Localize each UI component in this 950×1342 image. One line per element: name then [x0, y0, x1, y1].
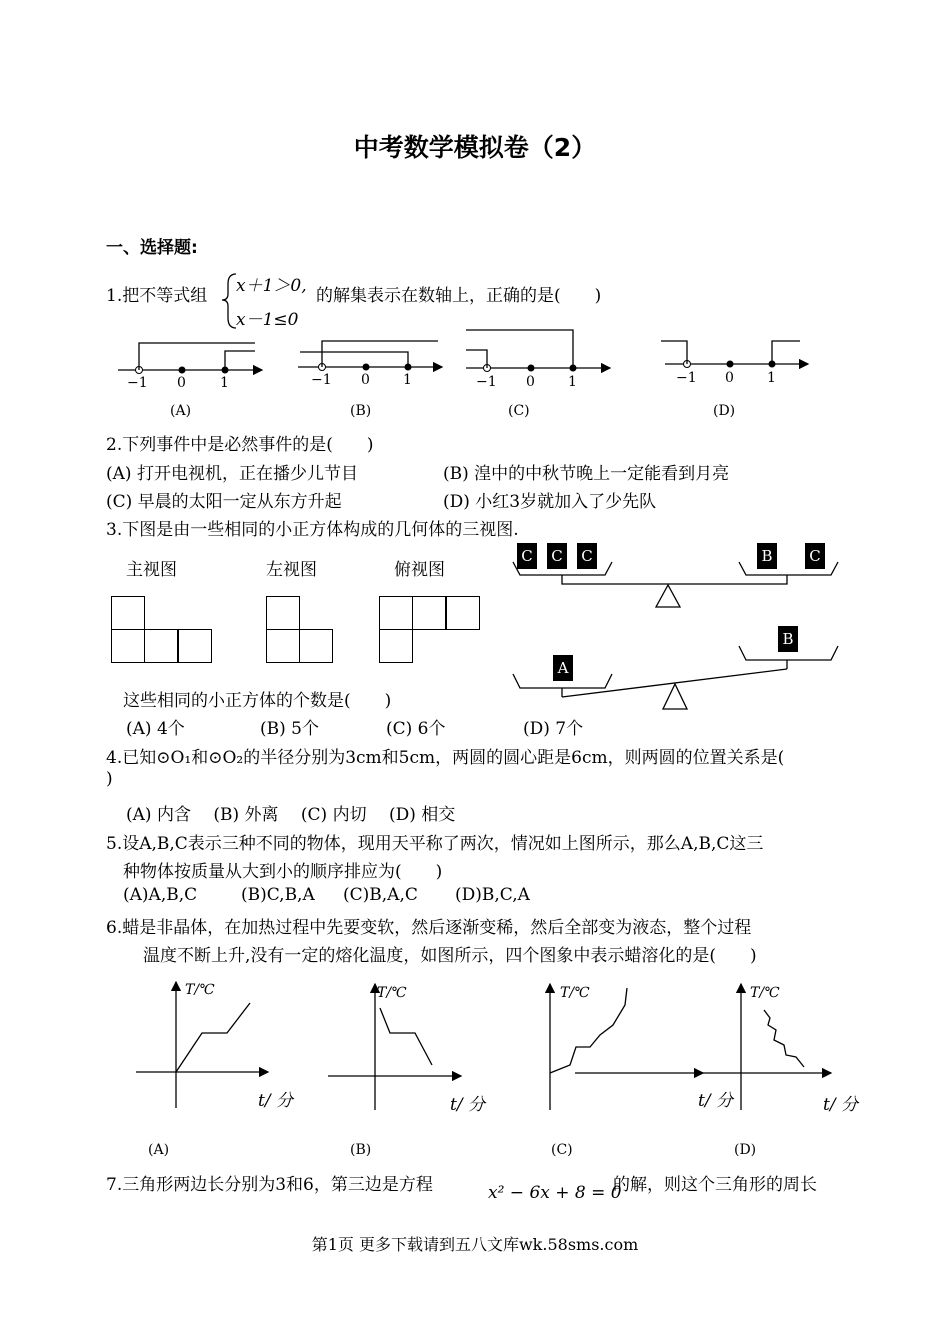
tick-label: 1: [220, 375, 229, 391]
graph-b-xlabel: t/ 分: [450, 1095, 485, 1115]
section-heading: 一、选择题:: [106, 238, 198, 258]
q1-inequality-1: x＋1＞0,: [236, 276, 307, 296]
tick-label: 0: [526, 374, 535, 390]
graph-a-ylabel: T/℃: [185, 982, 215, 998]
q3-option-a: (A) 4个: [126, 719, 185, 739]
weight-c: C: [805, 543, 825, 569]
q5-option-d: (D)B,C,A: [455, 885, 530, 905]
graph-d-xlabel: t/ 分: [823, 1095, 858, 1115]
graph-d-ylabel: T/℃: [750, 985, 780, 1001]
tick-label: −1: [476, 374, 497, 390]
q3-option-c: (C) 6个: [386, 719, 446, 739]
graph-b-ylabel: T/℃: [377, 985, 407, 1001]
q6-option-a-label: (A): [148, 1142, 170, 1158]
weight-b: B: [778, 626, 798, 652]
q1-inequality-2: x－1≤0: [236, 310, 299, 330]
q1-option-b-label: (B): [350, 403, 372, 419]
q3-stem: 3.下图是由一些相同的小正方体构成的几何体的三视图.: [106, 520, 519, 540]
q3-question: 这些相同的小正方体的个数是( ): [123, 691, 392, 711]
q1-stem-pre: 1.把不等式组: [106, 286, 208, 306]
q1-option-a-label: (A): [170, 403, 192, 419]
tick-label: −1: [311, 372, 332, 388]
tick-label: 1: [568, 374, 577, 390]
graph-a-xlabel: t/ 分: [258, 1091, 293, 1111]
q2-stem: 2.下列事件中是必然事件的是( ): [106, 435, 374, 455]
q7-stem-post: 的解，则这个三角形的周长: [613, 1175, 817, 1195]
q2-option-a: (A) 打开电视机，正在播少儿节目: [106, 464, 358, 484]
weight-b: B: [757, 543, 777, 569]
graph-c-ylabel: T/℃: [560, 985, 590, 1001]
q5-option-c: (C)B,A,C: [343, 885, 418, 905]
q7-stem-pre: 7.三角形两边长分别为3和6，第三边是方程: [106, 1175, 433, 1195]
q1-stem-post: 的解集表示在数轴上，正确的是( ): [316, 286, 602, 306]
tick-label: 1: [403, 372, 412, 388]
weight-a: A: [553, 655, 573, 681]
q3-option-b: (B) 5个: [260, 719, 319, 739]
q7-equation: x² − 6x + 8 = 0: [488, 1183, 622, 1203]
view-label-front: 主视图: [126, 560, 177, 580]
tick-label: 0: [725, 370, 734, 386]
q1-option-c-label: (C): [508, 403, 530, 419]
view-label-top: 俯视图: [394, 560, 445, 580]
page-footer: 第1页 更多下载请到五八文库wk.58sms.com: [311, 1235, 639, 1254]
q4-stem: 4.已知⊙O₁和⊙O₂的半径分别为3cm和5cm，两圆的圆心距是6cm，则两圆的位置关系是(: [106, 748, 785, 768]
q2-option-d: (D) 小红3岁就加入了少先队: [443, 492, 657, 512]
q6-line-1: 6.蜡是非晶体，在加热过程中先要变软，然后逐渐变稀，然后全部变为液态，整个过程: [106, 918, 752, 938]
q6-line-2: 温度不断上升,没有一定的熔化温度，如图所示，四个图象中表示蜡溶化的是( ): [143, 946, 757, 966]
graph-a: [136, 982, 268, 1108]
q5-line-1: 5.设A,B,C表示三种不同的物体，现用天平称了两次，情况如上图所示，那么A,B,C这三: [106, 834, 764, 854]
q2-option-c: (C) 早晨的太阳一定从东方升起: [106, 492, 342, 512]
q6-option-c-label: (C): [551, 1142, 573, 1158]
page-title: 中考数学模拟卷（2）: [353, 133, 597, 162]
q1-option-d-label: (D): [713, 403, 736, 419]
tick-label: −1: [127, 375, 148, 391]
weight-c: C: [547, 543, 567, 569]
graph-b: [328, 984, 461, 1110]
q3-option-d: (D) 7个: [523, 719, 584, 739]
q2-option-b: (B) 湟中的中秋节晚上一定能看到月亮: [443, 464, 730, 484]
q4-stem-end: ): [106, 769, 113, 789]
weight-c: C: [517, 543, 537, 569]
graph-c-xlabel: t/ 分: [698, 1091, 733, 1111]
tick-label: 1: [767, 370, 776, 386]
view-label-left: 左视图: [266, 560, 317, 580]
q5-option-a: (A)A,B,C: [123, 885, 198, 905]
q5-option-b: (B)C,B,A: [241, 885, 315, 905]
graph-c: [550, 984, 703, 1110]
tick-label: 0: [361, 372, 370, 388]
q6-option-d-label: (D): [734, 1142, 757, 1158]
q5-line-2: 种物体按质量从大到小的顺序排应为( ): [123, 862, 443, 882]
tick-label: −1: [676, 370, 697, 386]
weight-c: C: [577, 543, 597, 569]
q4-options: (A) 内含 (B) 外离 (C) 内切 (D) 相交: [126, 805, 456, 825]
q6-option-b-label: (B): [350, 1142, 372, 1158]
tick-label: 0: [177, 375, 186, 391]
